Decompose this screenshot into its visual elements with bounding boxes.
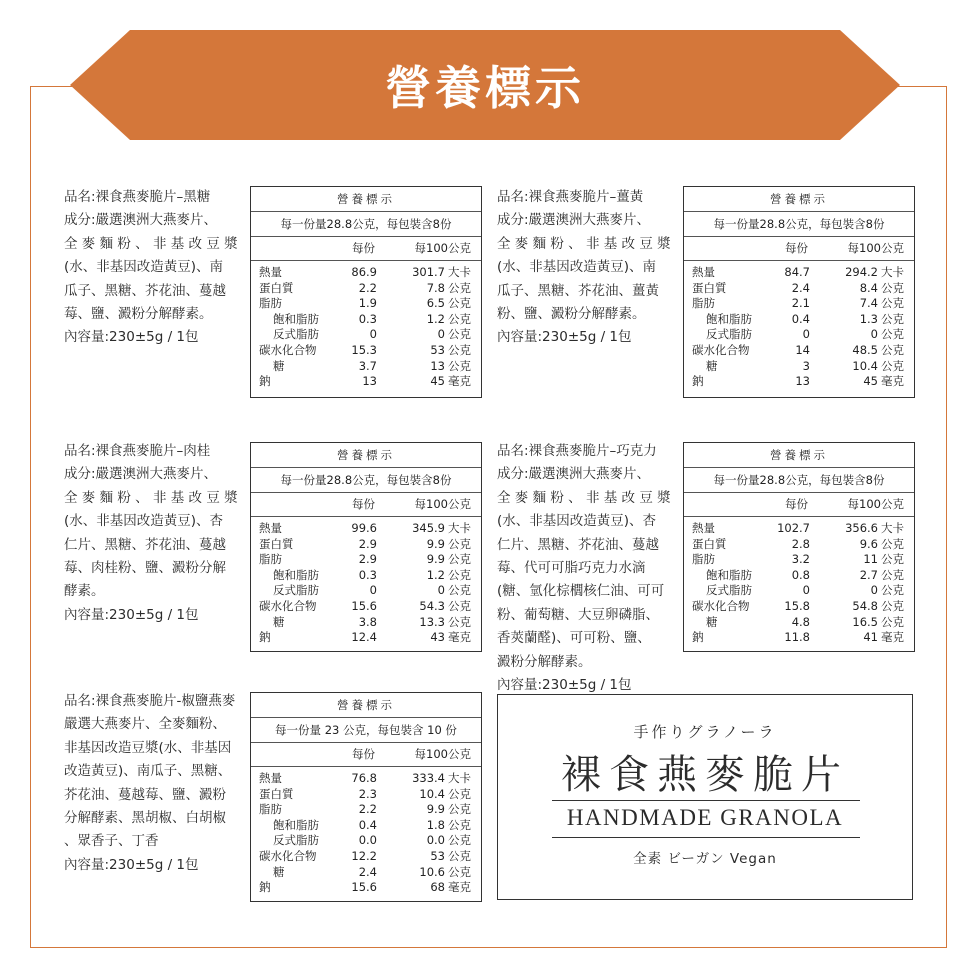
per-100g-value: 10.4 — [852, 358, 878, 373]
description-line: 內容量:230±5g / 1包 — [497, 329, 632, 346]
description-line: (水、非基因改造黃豆)、南 — [64, 259, 224, 276]
nutrition-row — [251, 615, 481, 631]
nutrient-name: 熱量 — [692, 521, 715, 535]
nutrition-row — [251, 880, 481, 896]
nutrient-name: 脂肪 — [259, 552, 282, 567]
per-serving-value: 13 — [795, 374, 810, 389]
nutrition-row — [684, 537, 914, 553]
unit-label: 毫克 — [448, 374, 471, 389]
per-100g-value: 333.4 — [412, 771, 445, 785]
description-line: 內容量:230±5g / 1包 — [64, 329, 199, 346]
unit-label: 公克 — [881, 296, 904, 311]
unit-label: 公克 — [881, 583, 904, 598]
nutrient-name: 飽和脂肪 — [273, 817, 319, 832]
per-100g-value: 45 — [863, 374, 878, 389]
unit-label: 公克 — [448, 280, 471, 295]
per-100g-value: 0.0 — [426, 833, 445, 848]
description-line: 內容量:230±5g / 1包 — [64, 606, 199, 623]
brand-rule-bottom — [552, 837, 860, 838]
nutrient-name: 鈉 — [259, 374, 271, 389]
unit-label: 公克 — [448, 536, 471, 551]
unit-label: 公克 — [881, 536, 904, 551]
description-line: (水、非基因改造黃豆)、杏 — [64, 513, 224, 530]
per-100g-value: 54.3 — [419, 598, 445, 613]
per-100g-value: 68 — [430, 880, 445, 895]
brand-english-title: HANDMADE GRANOLA — [566, 805, 844, 830]
unit-label: 毫克 — [448, 880, 471, 895]
nutrition-facts-table — [250, 442, 482, 652]
brand-vegan-label: 全素 ビーガン Vegan — [633, 851, 777, 867]
per-serving-value: 2.2 — [358, 280, 377, 295]
nutrition-facts-table — [683, 186, 915, 398]
nutrition-row — [251, 312, 481, 328]
description-line: 全 麥 麵 粉 、 非 基 改 豆 漿 — [497, 489, 671, 506]
per-100g-header: 每100公克 — [414, 241, 471, 255]
per-serving-value: 0.8 — [791, 567, 810, 582]
per-100g-value: 45 — [430, 374, 445, 389]
description-line: 全 麥 麵 粉 、 非 基 改 豆 漿 — [64, 489, 238, 506]
description-line: 莓、代可可脂巧克力水滴 — [497, 560, 646, 577]
per-serving-value: 12.4 — [351, 630, 377, 645]
brand-title: 裸食燕麥脆片 — [561, 752, 849, 798]
description-line: 仁片、黑糖、芥花油、蔓越 — [497, 536, 659, 553]
nutrition-header-row — [251, 493, 481, 517]
nutrition-row — [251, 849, 481, 865]
nutrition-row — [684, 552, 914, 568]
per-serving-value: 15.6 — [351, 880, 377, 895]
description-line: 酵素。 — [64, 583, 105, 600]
description-line: 全 麥 麵 粉 、 非 基 改 豆 漿 — [497, 235, 671, 252]
per-100g-value: 9.9 — [426, 536, 445, 551]
unit-label: 毫克 — [881, 630, 904, 645]
product-description — [497, 440, 671, 697]
unit-label: 公克 — [881, 280, 904, 295]
nutrition-row — [251, 552, 481, 568]
nutrient-name: 反式脂肪 — [706, 327, 752, 342]
per-serving-value: 76.8 — [351, 771, 377, 785]
per-100g-value: 1.3 — [859, 311, 878, 326]
description-line: (水、非基因改造黃豆)、南 — [497, 259, 657, 276]
per-100g-value: 9.9 — [426, 552, 445, 567]
per-100g-header: 每100公克 — [414, 747, 471, 761]
unit-label: 公克 — [881, 311, 904, 326]
nutrition-row — [684, 265, 914, 281]
per-serving-value: 12.2 — [351, 848, 377, 863]
brand-japanese-tagline: 手作りグラノーラ — [633, 723, 777, 741]
per-100g-value: 7.8 — [426, 280, 445, 295]
description-line: (糖、氫化棕櫚核仁油、可可 — [497, 583, 665, 600]
nutrition-row — [251, 771, 481, 787]
unit-label: 毫克 — [881, 374, 904, 389]
nutrient-name: 碳水化合物 — [692, 342, 750, 357]
description-line: 品名:裸食燕麥脆片–薑黃 — [497, 189, 644, 205]
per-100g-value: 41 — [863, 630, 878, 645]
unit-label: 公克 — [881, 567, 904, 582]
per-serving-value: 0.4 — [791, 311, 810, 326]
nutrition-row — [684, 359, 914, 375]
page-title: 營養標示 — [385, 61, 585, 115]
product-description — [497, 186, 671, 350]
nutrition-title: 營養標示 — [684, 187, 914, 212]
nutrition-row — [251, 865, 481, 881]
per-100g-value: 16.5 — [852, 614, 878, 629]
nutrition-row — [684, 521, 914, 537]
per-100g-value: 53 — [430, 848, 445, 863]
nutrition-row — [251, 327, 481, 343]
unit-label: 公克 — [881, 327, 904, 342]
description-line: 、眾香子、丁香 — [64, 833, 159, 850]
unit-label: 公克 — [881, 614, 904, 629]
nutrition-row — [251, 802, 481, 818]
description-line: (水、非基因改造黃豆)、杏 — [497, 513, 657, 530]
per-serving-value: 0 — [369, 327, 377, 342]
nutrition-row — [251, 630, 481, 646]
serving-size: 每一份量 23 公克，每包裝含 10 份 — [251, 718, 481, 743]
nutrition-row — [251, 818, 481, 834]
description-line: 成分:嚴選澳洲大燕麥片、 — [64, 212, 218, 229]
nutrient-name: 糖 — [273, 864, 285, 879]
description-line: 內容量:230±5g / 1包 — [64, 856, 199, 873]
nutrient-name: 蛋白質 — [692, 536, 727, 551]
per-serving-value: 14 — [795, 342, 810, 357]
description-line: 芥花油、蔓越莓、鹽、澱粉 — [64, 786, 226, 803]
nutrient-name: 鈉 — [259, 630, 271, 645]
description-line: 成分:嚴選澳洲大燕麥片、 — [64, 466, 218, 483]
nutrition-row — [684, 312, 914, 328]
unit-label: 公克 — [881, 358, 904, 373]
description-line: 品名:裸食燕麥脆片–肉桂 — [64, 443, 211, 459]
brand-box — [497, 694, 913, 900]
nutrient-name: 熱量 — [692, 265, 715, 279]
nutrient-name: 糖 — [706, 358, 718, 373]
nutrition-row — [251, 359, 481, 375]
unit-label: 公克 — [448, 311, 471, 326]
unit-label: 大卡 — [448, 265, 471, 279]
per-serving-value: 15.8 — [784, 598, 810, 613]
per-serving-value: 3 — [802, 358, 810, 373]
nutrition-title: 營養標示 — [684, 443, 914, 468]
nutrient-name: 飽和脂肪 — [706, 567, 752, 582]
per-100g-value: 294.2 — [845, 265, 878, 279]
unit-label: 公克 — [448, 327, 471, 342]
per-serving-value: 0.3 — [358, 567, 377, 582]
per-serving-value: 2.3 — [358, 786, 377, 801]
description-line: 莓、鹽、澱粉分解酵素。 — [64, 306, 213, 323]
per-100g-value: 0 — [437, 583, 445, 598]
unit-label: 毫克 — [448, 630, 471, 645]
nutrient-name: 反式脂肪 — [273, 833, 319, 848]
nutrition-row — [251, 374, 481, 390]
nutrient-name: 脂肪 — [259, 802, 282, 817]
nutrition-row — [684, 296, 914, 312]
per-serving-value: 2.9 — [358, 536, 377, 551]
per-100g-value: 13.3 — [419, 614, 445, 629]
product-description — [64, 440, 238, 627]
per-100g-value: 11 — [863, 552, 878, 567]
nutrient-name: 脂肪 — [259, 296, 282, 311]
per-serving-value: 2.4 — [358, 864, 377, 879]
nutrition-row — [251, 296, 481, 312]
description-line: 分解酵素、黑胡椒、白胡椒 — [64, 810, 226, 827]
nutrient-name: 飽和脂肪 — [273, 311, 319, 326]
per-100g-value: 9.6 — [859, 536, 878, 551]
description-line: 粉、鹽、澱粉分解酵素。 — [497, 306, 646, 323]
nutrient-name: 脂肪 — [692, 296, 715, 311]
description-line: 瓜子、黑糖、芥花油、薑黃 — [497, 282, 659, 299]
nutrition-title: 營養標示 — [251, 443, 481, 468]
nutrition-row — [251, 599, 481, 615]
nutrition-facts-table — [250, 692, 482, 902]
per-serving-value: 2.2 — [358, 802, 377, 817]
per-serving-value: 13 — [362, 374, 377, 389]
nutrition-header-row — [251, 237, 481, 261]
nutrition-title: 營養標示 — [251, 187, 481, 212]
product-description — [64, 690, 235, 877]
nutrient-name: 碳水化合物 — [692, 598, 750, 613]
nutrition-header-row — [251, 743, 481, 767]
description-line: 粉、葡萄糖、大豆卵磷脂、 — [497, 606, 659, 623]
nutrition-row — [684, 599, 914, 615]
nutrition-facts-table — [683, 442, 915, 652]
per-serving-value: 4.8 — [791, 614, 810, 629]
nutrition-row — [684, 630, 914, 646]
per-serving-value: 15.6 — [351, 598, 377, 613]
nutrient-name: 反式脂肪 — [706, 583, 752, 598]
nutrition-row — [251, 583, 481, 599]
nutrient-name: 碳水化合物 — [259, 342, 317, 357]
unit-label: 公克 — [448, 802, 471, 817]
nutrient-name: 鈉 — [259, 880, 271, 895]
unit-label: 公克 — [448, 296, 471, 311]
nutrition-row — [684, 568, 914, 584]
per-100g-value: 301.7 — [412, 265, 445, 279]
unit-label: 大卡 — [881, 265, 904, 279]
unit-label: 公克 — [448, 552, 471, 567]
per-serving-value: 2.1 — [791, 296, 810, 311]
description-line: 品名:裸食燕麥脆片-椒鹽燕麥 — [64, 693, 236, 709]
per-100g-value: 54.8 — [852, 598, 878, 613]
per-100g-value: 0 — [437, 327, 445, 342]
per-100g-value: 345.9 — [412, 521, 445, 535]
description-line: 內容量:230±5g / 1包 — [497, 677, 632, 694]
nutrient-name: 蛋白質 — [692, 280, 727, 295]
per-100g-value: 9.9 — [426, 802, 445, 817]
unit-label: 公克 — [448, 358, 471, 373]
description-line: 品名:裸食燕麥脆片–巧克力 — [497, 443, 657, 459]
per-serving-value: 99.6 — [351, 521, 377, 535]
description-line: 瓜子、黑糖、芥花油、蔓越 — [64, 282, 226, 299]
per-100g-value: 1.2 — [426, 567, 445, 582]
per-100g-value: 356.6 — [845, 521, 878, 535]
unit-label: 公克 — [448, 848, 471, 863]
per-serving-header: 每份 — [352, 497, 375, 511]
nutrient-name: 糖 — [273, 614, 285, 629]
nutrient-name: 反式脂肪 — [273, 327, 319, 342]
per-serving-header: 每份 — [352, 241, 375, 255]
nutrient-name: 脂肪 — [692, 552, 715, 567]
per-serving-value: 2.8 — [791, 536, 810, 551]
product-description — [64, 186, 238, 350]
per-100g-value: 53 — [430, 342, 445, 357]
description-line: 成分:嚴選澳洲大燕麥片、 — [497, 466, 651, 483]
per-serving-value: 3.8 — [358, 614, 377, 629]
per-serving-value: 0.0 — [358, 833, 377, 848]
nutrient-name: 糖 — [273, 358, 285, 373]
nutrient-name: 鈉 — [692, 630, 704, 645]
description-line: 澱粉分解酵素。 — [497, 653, 592, 670]
per-100g-value: 7.4 — [859, 296, 878, 311]
nutrition-row — [684, 343, 914, 359]
nutrient-name: 熱量 — [259, 771, 282, 785]
nutrition-row — [251, 281, 481, 297]
description-line: 成分:嚴選澳洲大燕麥片、 — [497, 212, 651, 229]
per-serving-value: 11.8 — [784, 630, 810, 645]
per-serving-value: 2.4 — [791, 280, 810, 295]
per-100g-value: 48.5 — [852, 342, 878, 357]
per-serving-header: 每份 — [785, 241, 808, 255]
per-100g-value: 10.4 — [419, 786, 445, 801]
nutrient-name: 糖 — [706, 614, 718, 629]
unit-label: 公克 — [448, 817, 471, 832]
nutrition-row — [684, 281, 914, 297]
per-serving-value: 102.7 — [777, 521, 810, 535]
description-line: 改造黃豆)、南瓜子、黑糖、 — [64, 763, 232, 780]
per-100g-value: 8.4 — [859, 280, 878, 295]
unit-label: 公克 — [448, 786, 471, 801]
unit-label: 公克 — [881, 598, 904, 613]
per-100g-value: 1.2 — [426, 311, 445, 326]
unit-label: 公克 — [448, 833, 471, 848]
nutrition-row — [251, 521, 481, 537]
per-100g-value: 2.7 — [859, 567, 878, 582]
nutrition-row — [251, 537, 481, 553]
description-line: 嚴選大燕麥片、全麥麵粉、 — [64, 716, 226, 733]
serving-size: 每一份量28.8公克，每包裝含8份 — [251, 212, 481, 237]
nutrient-name: 飽和脂肪 — [273, 567, 319, 582]
per-100g-value: 0 — [870, 327, 878, 342]
nutrient-name: 熱量 — [259, 265, 282, 279]
per-serving-value: 84.7 — [784, 265, 810, 279]
per-serving-value: 0 — [802, 583, 810, 598]
per-serving-value: 86.9 — [351, 265, 377, 279]
per-100g-header: 每100公克 — [414, 497, 471, 511]
nutrient-name: 蛋白質 — [259, 280, 294, 295]
per-100g-value: 6.5 — [426, 296, 445, 311]
title-banner — [70, 30, 900, 140]
per-100g-header: 每100公克 — [847, 497, 904, 511]
per-serving-value: 1.9 — [358, 296, 377, 311]
unit-label: 大卡 — [448, 521, 471, 535]
per-serving-value: 0 — [802, 327, 810, 342]
per-100g-header: 每100公克 — [847, 241, 904, 255]
nutrient-name: 碳水化合物 — [259, 848, 317, 863]
per-serving-value: 2.9 — [358, 552, 377, 567]
serving-size: 每一份量28.8公克，每包裝含8份 — [684, 468, 914, 493]
unit-label: 公克 — [448, 614, 471, 629]
nutrient-name: 鈉 — [692, 374, 704, 389]
nutrient-name: 碳水化合物 — [259, 598, 317, 613]
per-serving-value: 15.3 — [351, 342, 377, 357]
unit-label: 公克 — [448, 598, 471, 613]
unit-label: 大卡 — [448, 771, 471, 785]
serving-size: 每一份量28.8公克，每包裝含8份 — [684, 212, 914, 237]
description-line: 非基因改造豆漿(水、非基因 — [64, 739, 232, 756]
nutrition-row — [684, 583, 914, 599]
nutrition-row — [251, 343, 481, 359]
unit-label: 公克 — [881, 342, 904, 357]
description-line: 香莢蘭醛)、可可粉、鹽、 — [497, 630, 651, 647]
per-100g-value: 10.6 — [419, 864, 445, 879]
nutrient-name: 熱量 — [259, 521, 282, 535]
per-serving-header: 每份 — [785, 497, 808, 511]
nutrition-header-row — [684, 237, 914, 261]
nutrient-name: 反式脂肪 — [273, 583, 319, 598]
per-100g-value: 0 — [870, 583, 878, 598]
per-100g-value: 43 — [430, 630, 445, 645]
nutrient-name: 蛋白質 — [259, 536, 294, 551]
nutrition-row — [251, 265, 481, 281]
nutrition-facts-table — [250, 186, 482, 398]
unit-label: 公克 — [448, 567, 471, 582]
nutrition-row — [251, 787, 481, 803]
nutrition-row — [251, 568, 481, 584]
nutrient-name: 蛋白質 — [259, 786, 294, 801]
serving-size: 每一份量28.8公克，每包裝含8份 — [251, 468, 481, 493]
nutrition-title: 營養標示 — [251, 693, 481, 718]
nutrition-row — [684, 615, 914, 631]
nutrition-row — [684, 374, 914, 390]
description-line: 仁片、黑糖、芥花油、蔓越 — [64, 536, 226, 553]
unit-label: 公克 — [881, 552, 904, 567]
description-line: 全 麥 麵 粉 、 非 基 改 豆 漿 — [64, 235, 238, 252]
per-serving-value: 0 — [369, 583, 377, 598]
unit-label: 大卡 — [881, 521, 904, 535]
description-line: 品名:裸食燕麥脆片–黑糖 — [64, 189, 211, 205]
nutrition-row — [251, 833, 481, 849]
unit-label: 公克 — [448, 342, 471, 357]
per-serving-header: 每份 — [352, 747, 375, 761]
per-serving-value: 0.4 — [358, 817, 377, 832]
unit-label: 公克 — [448, 864, 471, 879]
unit-label: 公克 — [448, 583, 471, 598]
nutrition-row — [684, 327, 914, 343]
per-100g-value: 1.8 — [426, 817, 445, 832]
nutrition-header-row — [684, 493, 914, 517]
brand-rule-top — [552, 800, 860, 801]
per-serving-value: 3.7 — [358, 358, 377, 373]
description-line: 莓、肉桂粉、鹽、澱粉分解 — [64, 560, 226, 577]
nutrient-name: 飽和脂肪 — [706, 311, 752, 326]
per-serving-value: 3.2 — [791, 552, 810, 567]
per-serving-value: 0.3 — [358, 311, 377, 326]
per-100g-value: 13 — [430, 358, 445, 373]
